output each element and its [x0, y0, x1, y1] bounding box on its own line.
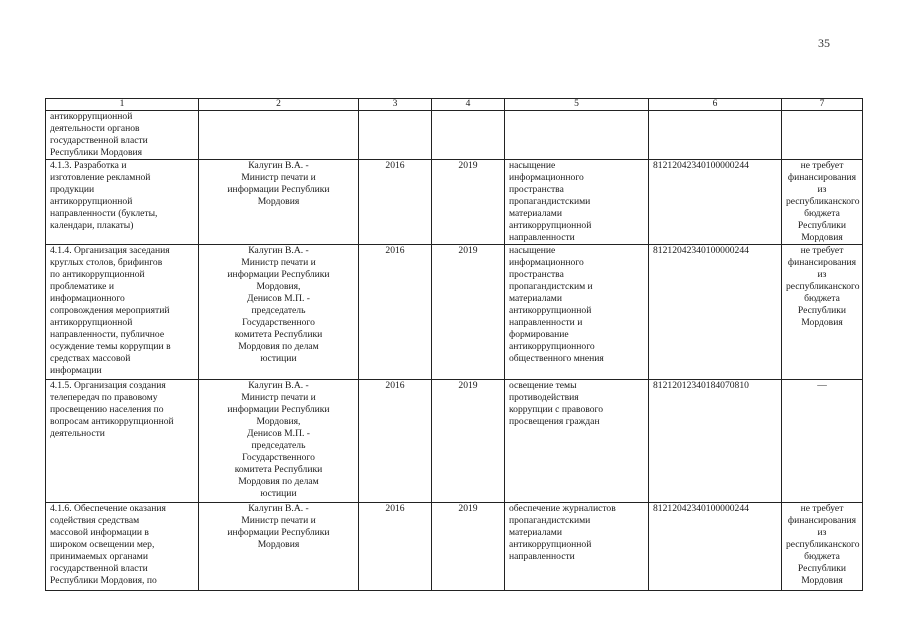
result-text: освещение темы противодействия коррупции с правового просвещения граждан	[509, 380, 604, 427]
financing-cell	[782, 111, 863, 160]
activity-cell	[46, 503, 199, 591]
start-year-cell	[359, 160, 432, 245]
result-cell	[505, 245, 649, 380]
start-year: 2016	[385, 160, 405, 171]
start-year: 2016	[385, 245, 405, 256]
column-number-7: 7	[782, 99, 863, 111]
activity-text: 4.1.5. Организация создания телепередач по правовому просвещению населения по вопросам антикоррупционной деятельности	[50, 380, 174, 439]
activity-text: 4.1.6. Обеспечение оказания содействия средствам массовой информации в широком освещении мер, принимаемых органами государственной власти Республики Мордовия, по	[50, 503, 166, 586]
action-plan-table	[45, 98, 863, 591]
end-year: 2019	[458, 245, 478, 256]
table-row	[46, 160, 863, 245]
result-cell	[505, 111, 649, 160]
activity-cell	[46, 380, 199, 503]
budget-code: 81212042340100000244	[653, 245, 749, 256]
result-cell	[505, 503, 649, 591]
result-text: насыщение информационного пространства пропагандистскими материалами антикоррупционной направленности	[509, 160, 592, 243]
column-number-3: 3	[359, 99, 432, 111]
budget-code: 81212042340100000244	[653, 160, 749, 171]
column-number-2: 2	[199, 99, 359, 111]
end-year: 2019	[458, 160, 478, 171]
financing-cell	[782, 503, 863, 591]
end-year-cell	[432, 380, 505, 503]
table-row	[46, 380, 863, 503]
end-year-cell	[432, 503, 505, 591]
table-row	[46, 245, 863, 380]
result-cell	[505, 380, 649, 503]
activity-cell	[46, 245, 199, 380]
column-number-1: 1	[46, 99, 199, 111]
activity-text: 4.1.3. Разработка и изготовление рекламной продукции антикоррупционной направленности (буклеты, календари, плакаты)	[50, 160, 158, 231]
activity-cell	[46, 160, 199, 245]
end-year-cell	[432, 160, 505, 245]
table-row	[46, 111, 863, 160]
column-number-header-row	[46, 99, 863, 111]
result-cell	[505, 160, 649, 245]
end-year-cell	[432, 245, 505, 380]
responsible-cell	[199, 380, 359, 503]
budget-code-cell	[649, 245, 782, 380]
financing-text: —	[817, 380, 827, 391]
start-year: 2016	[385, 503, 405, 514]
result-text: обеспечение журналистов пропагандистскими материалами антикоррупционной направленности	[509, 503, 616, 562]
responsible-text: Калугин В.А. - Министр печати и информации Республики Мордовия	[227, 503, 330, 550]
responsible-cell	[199, 245, 359, 380]
end-year-cell	[432, 111, 505, 160]
budget-code-cell	[649, 160, 782, 245]
column-number-5: 5	[505, 99, 649, 111]
activity-text: 4.1.4. Организация заседания круглых столов, брифингов по антикоррупционной проблематике и информационного сопровождения мероприятий антикоррупционной направленности, публичное осуждение темы коррупции в средствах массовой информации	[50, 245, 171, 376]
column-number-6: 6	[649, 99, 782, 111]
responsible-text: Калугин В.А. - Министр печати и информации Республики Мордовия	[227, 160, 330, 207]
responsible-cell	[199, 503, 359, 591]
financing-text: не требует финансирования из республиканского бюджета Республики Мордовия	[786, 245, 860, 328]
end-year: 2019	[458, 503, 478, 514]
responsible-cell	[199, 111, 359, 160]
result-text: насыщение информационного пространства пропагандистским и материалами антикоррупционной направленности и формирование антикоррупционного общественного мнения	[509, 245, 604, 364]
column-number-4: 4	[432, 99, 505, 111]
activity-cell	[46, 111, 199, 160]
budget-code: 81212042340100000244	[653, 503, 749, 514]
start-year-cell	[359, 503, 432, 591]
financing-cell	[782, 245, 863, 380]
activity-text: антикоррупционной деятельности органов государственной власти Республики Мордовия	[50, 111, 148, 158]
responsible-cell	[199, 160, 359, 245]
budget-code-cell	[649, 503, 782, 591]
financing-text: не требует финансирования из республиканского бюджета Республики Мордовия	[786, 160, 860, 243]
financing-cell	[782, 160, 863, 245]
start-year-cell	[359, 111, 432, 160]
financing-text: не требует финансирования из республиканского бюджета Республики Мордовия	[786, 503, 860, 586]
start-year-cell	[359, 245, 432, 380]
responsible-text: Калугин В.А. - Министр печати и информации Республики Мордовия, Денисов М.П. - председатель Государственного комитета Республики Мордовия по делам юстиции	[227, 380, 330, 499]
start-year-cell	[359, 380, 432, 503]
budget-code-cell	[649, 380, 782, 503]
responsible-text: Калугин В.А. - Министр печати и информации Республики Мордовия, Денисов М.П. - председатель Государственного комитета Республики Мордовия по делам юстиции	[227, 245, 330, 364]
page-number: 35	[818, 36, 830, 50]
table-row	[46, 503, 863, 591]
end-year: 2019	[458, 380, 478, 391]
start-year: 2016	[385, 380, 405, 391]
financing-cell	[782, 380, 863, 503]
budget-code-cell	[649, 111, 782, 160]
budget-code: 81212012340184070810	[653, 380, 749, 391]
